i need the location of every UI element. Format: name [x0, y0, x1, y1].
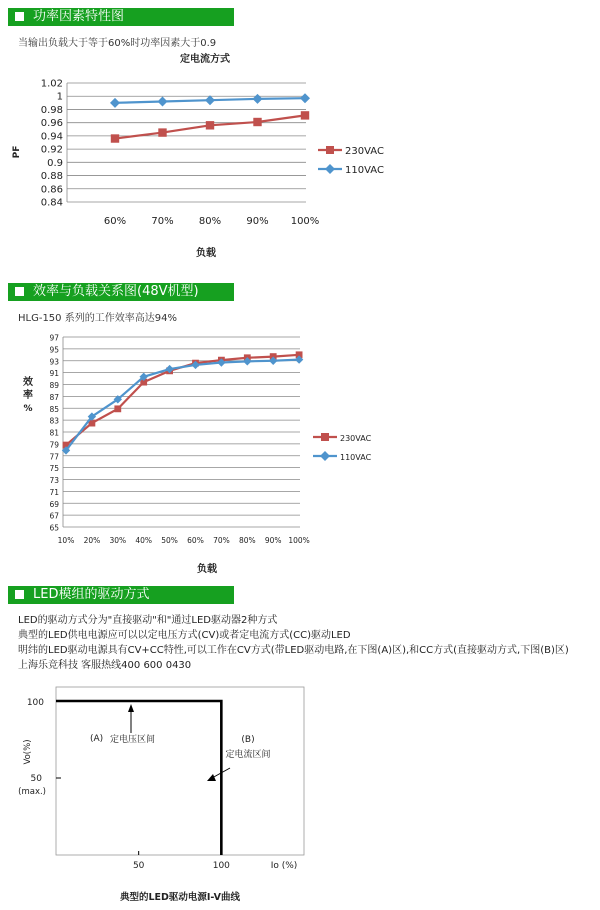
x-tick-label: 100% — [290, 216, 320, 227]
legend-label: 230VAC — [345, 146, 384, 157]
section-header-led-drive: LED模组的驱动方式 — [8, 586, 234, 604]
y-tick-label: 100 — [26, 698, 44, 708]
y-tick-label: 0.92 — [40, 144, 63, 156]
y-axis-title: Vo(%) — [23, 739, 33, 765]
y-tick-label: 89 — [49, 381, 59, 390]
y-tick-label: 67 — [49, 511, 59, 521]
x-tick-label: 100% — [288, 536, 310, 545]
x-tick-label: 70% — [213, 536, 230, 545]
section-header-pf: 功率因素特性图 — [8, 8, 234, 26]
y-tick-label: 93 — [49, 357, 59, 367]
annotation-letter: (A) — [90, 734, 104, 744]
y-tick-label: 1.02 — [40, 78, 63, 90]
arrow-up-icon — [128, 704, 134, 712]
legend-label: 230VAC — [340, 434, 372, 443]
y-axis-title-part: 效 — [23, 377, 33, 388]
x-tick-label: 40% — [135, 536, 153, 545]
y-tick-label: 0.84 — [40, 197, 63, 209]
x-tick-label: 90% — [264, 536, 282, 545]
y-tick-label: 85 — [49, 404, 59, 414]
led-text-line-1: LED的驱动方式分为"直接驱动"和"通过LED驱动器2种方式 — [18, 615, 278, 626]
plot-frame — [56, 687, 304, 855]
x-tick-label: 50% — [161, 536, 178, 545]
x-tick-label: 60% — [103, 216, 127, 227]
x-tick-label: 80% — [198, 216, 222, 227]
arrow-left-icon — [207, 774, 216, 781]
section-header-efficiency: 效率与负载关系图(48V机型) — [8, 283, 234, 301]
x-axis-title: Io (%) — [270, 861, 298, 871]
y-tick-label: 65 — [49, 523, 59, 533]
y-tick-label: 75 — [49, 464, 59, 474]
x-tick-label: 70% — [151, 216, 174, 227]
y-tick-label: 77 — [49, 452, 59, 462]
y-tick-label: 91 — [49, 369, 59, 379]
chart-caption: 典型的LED驱动电源I-V曲线 — [119, 892, 241, 903]
y-tick-label: 1 — [56, 91, 63, 103]
x-axis-title: 负载 — [196, 248, 216, 259]
y-axis-title-part: % — [23, 404, 33, 414]
y-tick-label: 83 — [49, 416, 59, 426]
led-text-line-4: 上海乐竞科技 客服热线400 600 0430 — [18, 660, 192, 671]
y-tick-label: 0.98 — [40, 104, 63, 116]
led-text-line-3: 明纬的LED驱动电源具有CV+CC特性,可以工作在CV方式(带LED驱动电路,在下图(A)区),和CC方式(直接驱动方式,下图(B)区) — [18, 645, 569, 656]
iv-curve-line — [56, 701, 221, 855]
efficiency-note: HLG-150 系列的工作效率高达94% — [18, 313, 177, 324]
x-tick-label: 100 — [212, 861, 230, 871]
x-tick-label: 30% — [109, 536, 127, 545]
y-axis-title-part: 率 — [23, 390, 33, 401]
chart-title: 定电流方式 — [180, 54, 230, 65]
y-tick-label: 0.9 — [47, 157, 63, 169]
x-tick-label: 20% — [83, 536, 101, 545]
led-text-line-2: 典型的LED供电电源应可以以定电压方式(CV)或者定电流方式(CC)驱动LED — [18, 630, 351, 641]
y-tick-label: 0.88 — [40, 171, 63, 183]
x-tick-label: 60% — [187, 536, 204, 545]
pf-note: 当输出负载大于等于60%时功率因素大于0.9 — [18, 38, 217, 49]
annotation-letter: (B) — [241, 735, 255, 745]
annotation-label: 定电流区间 — [225, 750, 271, 760]
y-tick-label: 79 — [49, 440, 59, 450]
y-tick-label: 87 — [49, 392, 59, 402]
legend-label: 110VAC — [345, 165, 384, 176]
y-tick-label: 71 — [49, 487, 59, 497]
x-tick-label: 50 — [132, 861, 145, 871]
annotation-label: 定电压区间 — [110, 735, 156, 745]
y-tick-label: 97 — [49, 333, 59, 343]
y-tick-label: 81 — [49, 428, 59, 438]
y-tick-label: 0.94 — [40, 131, 63, 143]
x-axis-title: 负载 — [197, 564, 217, 575]
x-tick-label: 90% — [246, 216, 269, 227]
y-tick-label: 69 — [49, 499, 59, 509]
y-tick-label: 0.86 — [40, 184, 63, 196]
legend-label: 110VAC — [340, 453, 372, 462]
x-tick-label: 80% — [238, 536, 256, 545]
y-tick-label: 50 — [30, 774, 42, 784]
x-tick-label: 10% — [57, 536, 75, 545]
y-tick-label: 0.96 — [40, 118, 63, 130]
y-tick-label: 95 — [49, 345, 59, 355]
y-axis-title: PF — [12, 145, 22, 159]
y-tick-label: 73 — [49, 476, 59, 485]
y-tick-label: (max.) — [18, 787, 46, 797]
